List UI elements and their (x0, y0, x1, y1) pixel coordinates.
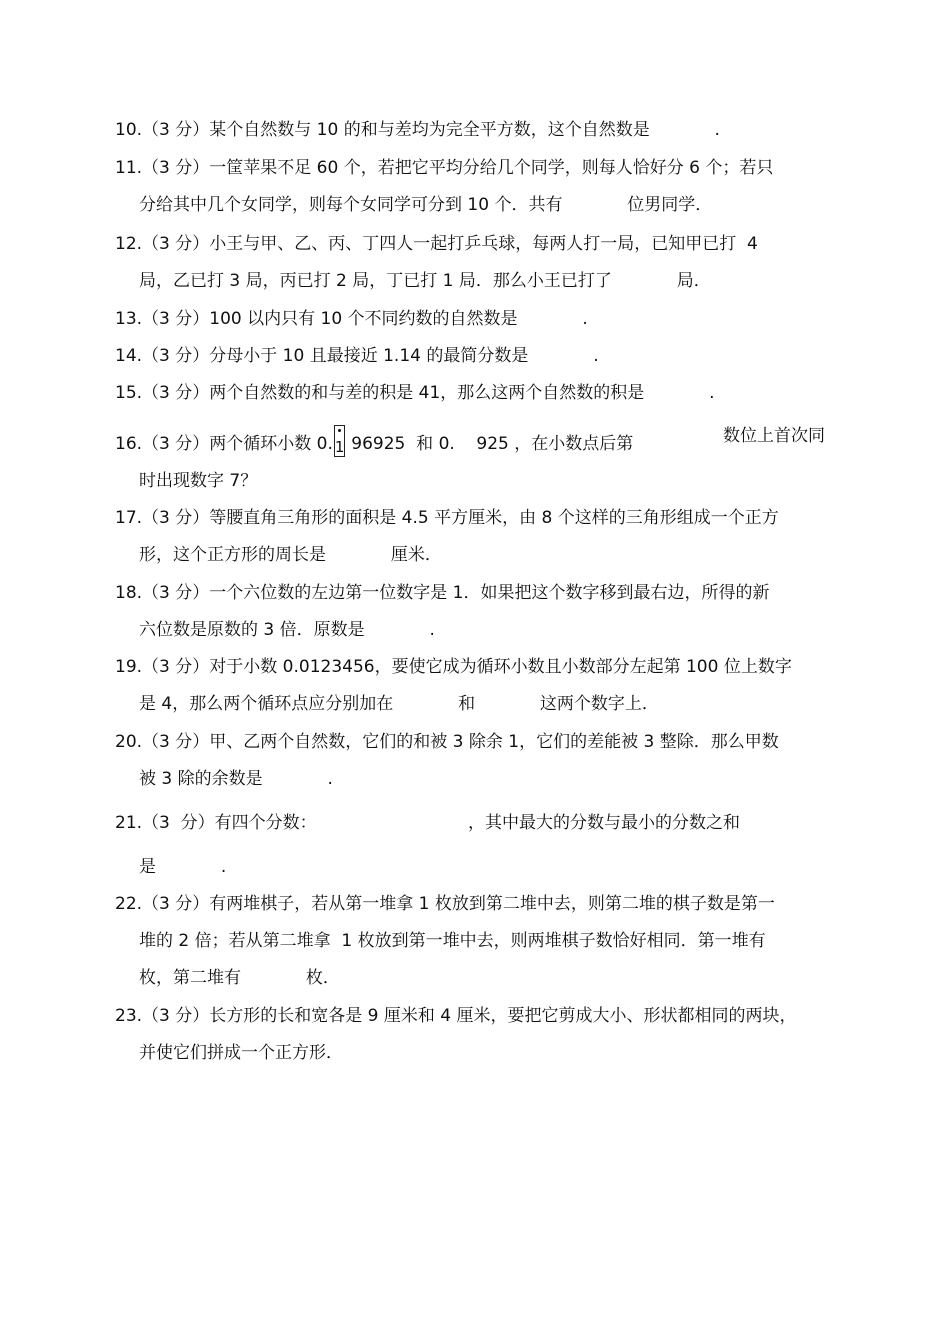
question-12-line-1: 12.（3 分）小王与甲、乙、丙、丁四人一起打乒乓球，每两人打一局，已知甲已打 4 (115, 234, 758, 254)
question-22-line-1: 22.（3 分）有两堆棋子，若从第一堆拿 1 枚放到第二堆中去，则第二堆的棋子数是第一 (115, 894, 775, 914)
question-20-line-1: 20.（3 分）甲、乙两个自然数，它们的和被 3 除余 1，它们的差能被 3 整除．那么甲数 (115, 732, 779, 752)
question-14-line-1: 14.（3 分）分母小于 10 且最接近 1.14 的最简分数是 . (115, 346, 599, 366)
question-20-line-2: 被 3 除的余数是 . (139, 769, 333, 789)
question-16-mid: 96925 和 0. 925 ，在小数点后第 (345, 434, 634, 454)
question-13-line-1: 13.（3 分）100 以内只有 10 个不同约数的自然数是 . (115, 309, 588, 329)
question-22-line-3: 枚，第二堆有 枚． (139, 968, 340, 988)
question-23-line-2: 并使它们拼成一个正方形． (139, 1043, 343, 1063)
question-16-prefix: 16.（3 分）两个循环小数 0. (115, 434, 333, 454)
question-19-line-1: 19.（3 分）对于小数 0.0123456，要使它成为循环小数且小数部分左起第 100 位上数字 (115, 657, 792, 677)
question-21-line-2: 是 . (139, 857, 227, 877)
question-15-line-1: 15.（3 分）两个自然数的和与差的积是 41，那么这两个自然数的积是 . (115, 383, 715, 403)
question-22-line-2: 堆的 2 倍；若从第二堆拿 1 枚放到第一堆中去，则两堆棋子数恰好相同．第一堆有 (139, 931, 766, 951)
repeating-digit-marker (334, 425, 345, 457)
question-21-line-1: 21.（3 分）有四个分数： ，其中最大的分数与最小的分数之和 (115, 813, 740, 833)
question-12-line-2: 局，乙已打 3 局，丙已打 2 局，丁已打 1 局．那么小王已打了 局． (139, 271, 711, 291)
question-18-line-1: 18.（3 分）一个六位数的左边第一位数字是 1．如果把这个数字移到最右边，所得的新 (115, 583, 770, 603)
question-16-tail: 数位上首次同 (723, 426, 825, 446)
question-16-line-2: 时出现数字 7？ (139, 471, 258, 491)
repeat-dot-icon (338, 429, 341, 432)
question-23-line-1: 23.（3 分）长方形的长和宽各是 9 厘米和 4 厘米，要把它剪成大小、形状都相同的两块， (115, 1006, 797, 1026)
question-10-line-1: 10.（3 分）某个自然数与 10 的和与差均为完全平方数，这个自然数是 . (115, 120, 720, 140)
question-19-line-2: 是 4，那么两个循环点应分别加在 和 这两个数字上． (139, 694, 659, 714)
question-18-line-2: 六位数是原数的 3 倍．原数是 . (139, 620, 435, 640)
question-16-line-1 (115, 425, 633, 457)
question-17-line-2: 形，这个正方形的周长是 厘米． (139, 545, 442, 565)
repeating-digit: 1 (334, 438, 345, 456)
question-17-line-1: 17.（3 分）等腰直角三角形的面积是 4.5 平方厘米，由 8 个这样的三角形组成一个正方 (115, 508, 779, 528)
question-11-line-2: 分给其中几个女同学，则每个女同学可分到 10 个．共有 位男同学． (139, 195, 713, 215)
question-11-line-1: 11.（3 分）一筐苹果不足 60 个，若把它平均分给几个同学，则每人恰好分 6 个；若只 (115, 158, 774, 178)
